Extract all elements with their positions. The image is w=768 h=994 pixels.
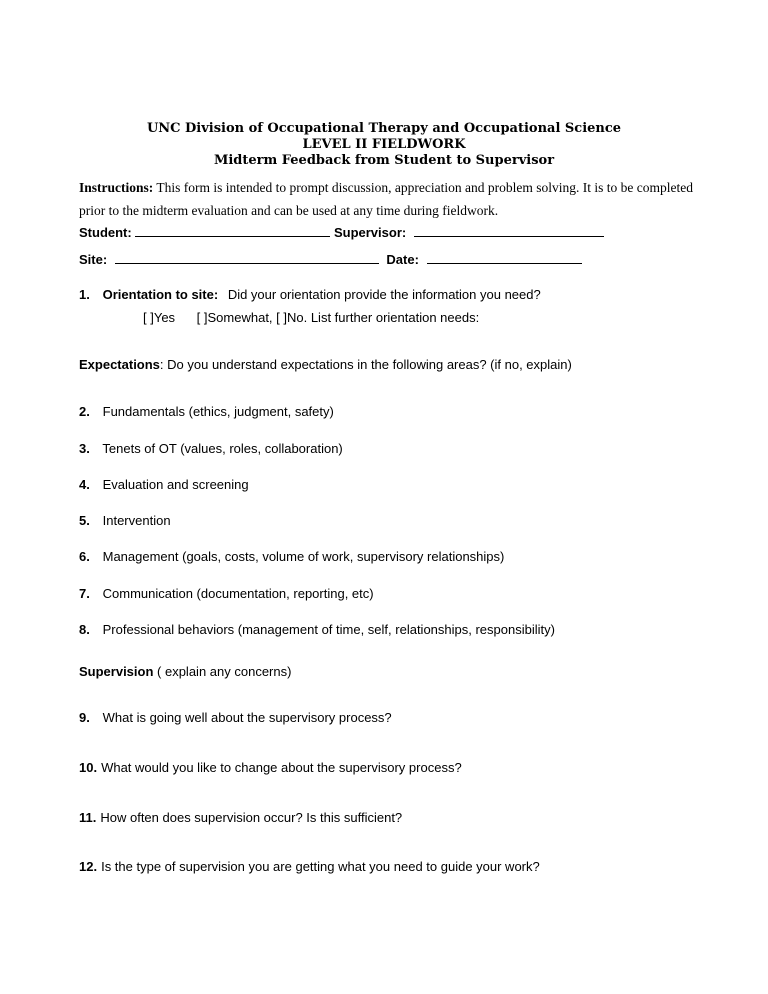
- site-label: Site:: [79, 252, 108, 267]
- question-7-text: Communication (documentation, reporting, etc): [102, 586, 374, 601]
- question-9-text: What is going well about the supervisory process?: [102, 710, 392, 725]
- question-9-number: 9.: [79, 710, 90, 725]
- question-4-text: Evaluation and screening: [102, 477, 249, 492]
- question-10-text: What would you like to change about the supervisory process?: [101, 760, 462, 775]
- question-5-text: Intervention: [102, 513, 171, 528]
- question-2-text: Fundamentals (ethics, judgment, safety): [102, 404, 334, 419]
- orientation-question: Did your orientation provide the information you need?: [227, 287, 541, 302]
- supervision-text: ( explain any concerns): [153, 664, 292, 679]
- date-label: Date:: [386, 252, 419, 267]
- orientation-label: Orientation to site:: [102, 287, 219, 302]
- option-somewhat-no[interactable]: [ ]Somewhat, [ ]No. List further orientation needs:: [196, 310, 480, 325]
- question-6-text: Management (goals, costs, volume of work, supervisory relationships): [102, 549, 505, 564]
- question-9: [79, 710, 392, 725]
- supervisor-field[interactable]: [414, 224, 604, 237]
- question-10: [79, 760, 462, 775]
- header-title: Midterm Feedback from Student to Supervisor: [213, 153, 555, 168]
- question-8-text: Professional behaviors (management of time, self, relationships, responsibility): [102, 622, 555, 637]
- question-7: [79, 586, 374, 601]
- supervisor-label: Supervisor:: [333, 225, 407, 240]
- question-8: [79, 622, 555, 637]
- question-11-text: How often does supervision occur? Is this sufficient?: [100, 810, 403, 825]
- date-field[interactable]: [427, 251, 582, 264]
- question-3-text: Tenets of OT (values, roles, collaboration): [102, 441, 343, 456]
- question-3: [79, 441, 343, 456]
- site-date-row: [79, 251, 582, 267]
- expectations-label: Expectations: [79, 357, 160, 372]
- instructions-text: This form is intended to prompt discussion, appreciation and problem solving. It is to be completed prior to the midterm evaluation and can be used at any time during fieldwork.: [79, 180, 693, 218]
- expectations-text: : Do you understand expectations in the following areas? (if no, explain): [159, 357, 572, 372]
- student-label: Student:: [79, 225, 132, 240]
- question-6: [79, 549, 504, 564]
- question-11-number: 11.: [79, 810, 97, 825]
- option-yes[interactable]: [ ]Yes: [143, 310, 176, 325]
- question-4: [79, 477, 249, 492]
- instructions-paragraph: [79, 176, 699, 222]
- question-1: [79, 287, 541, 302]
- question-4-number: 4.: [79, 477, 90, 492]
- instructions-label: Instructions:: [79, 180, 154, 195]
- question-2: [79, 404, 334, 419]
- student-supervisor-row: [79, 224, 604, 240]
- question-7-number: 7.: [79, 586, 90, 601]
- orientation-options: [143, 310, 497, 325]
- student-field[interactable]: [135, 224, 330, 237]
- question-8-number: 8.: [79, 622, 90, 637]
- header-institution: UNC Division of Occupational Therapy and Occupational Science: [146, 121, 622, 136]
- question-3-number: 3.: [79, 441, 90, 456]
- question-12-text: Is the type of supervision you are getting what you need to guide your work?: [101, 859, 540, 874]
- supervision-label: Supervision: [79, 664, 154, 679]
- site-field[interactable]: [115, 251, 379, 264]
- question-2-number: 2.: [79, 404, 90, 419]
- expectations-heading: [79, 357, 572, 372]
- question-12-number: 12.: [79, 859, 98, 874]
- question-10-number: 10.: [79, 760, 98, 775]
- question-11: [79, 810, 402, 825]
- question-6-number: 6.: [79, 549, 90, 564]
- question-12: [79, 859, 540, 874]
- header-level: LEVEL II FIELDWORK: [302, 137, 466, 152]
- supervision-heading: [79, 664, 291, 679]
- question-5-number: 5.: [79, 513, 90, 528]
- question-5: [79, 513, 171, 528]
- question-1-number: 1.: [79, 287, 90, 302]
